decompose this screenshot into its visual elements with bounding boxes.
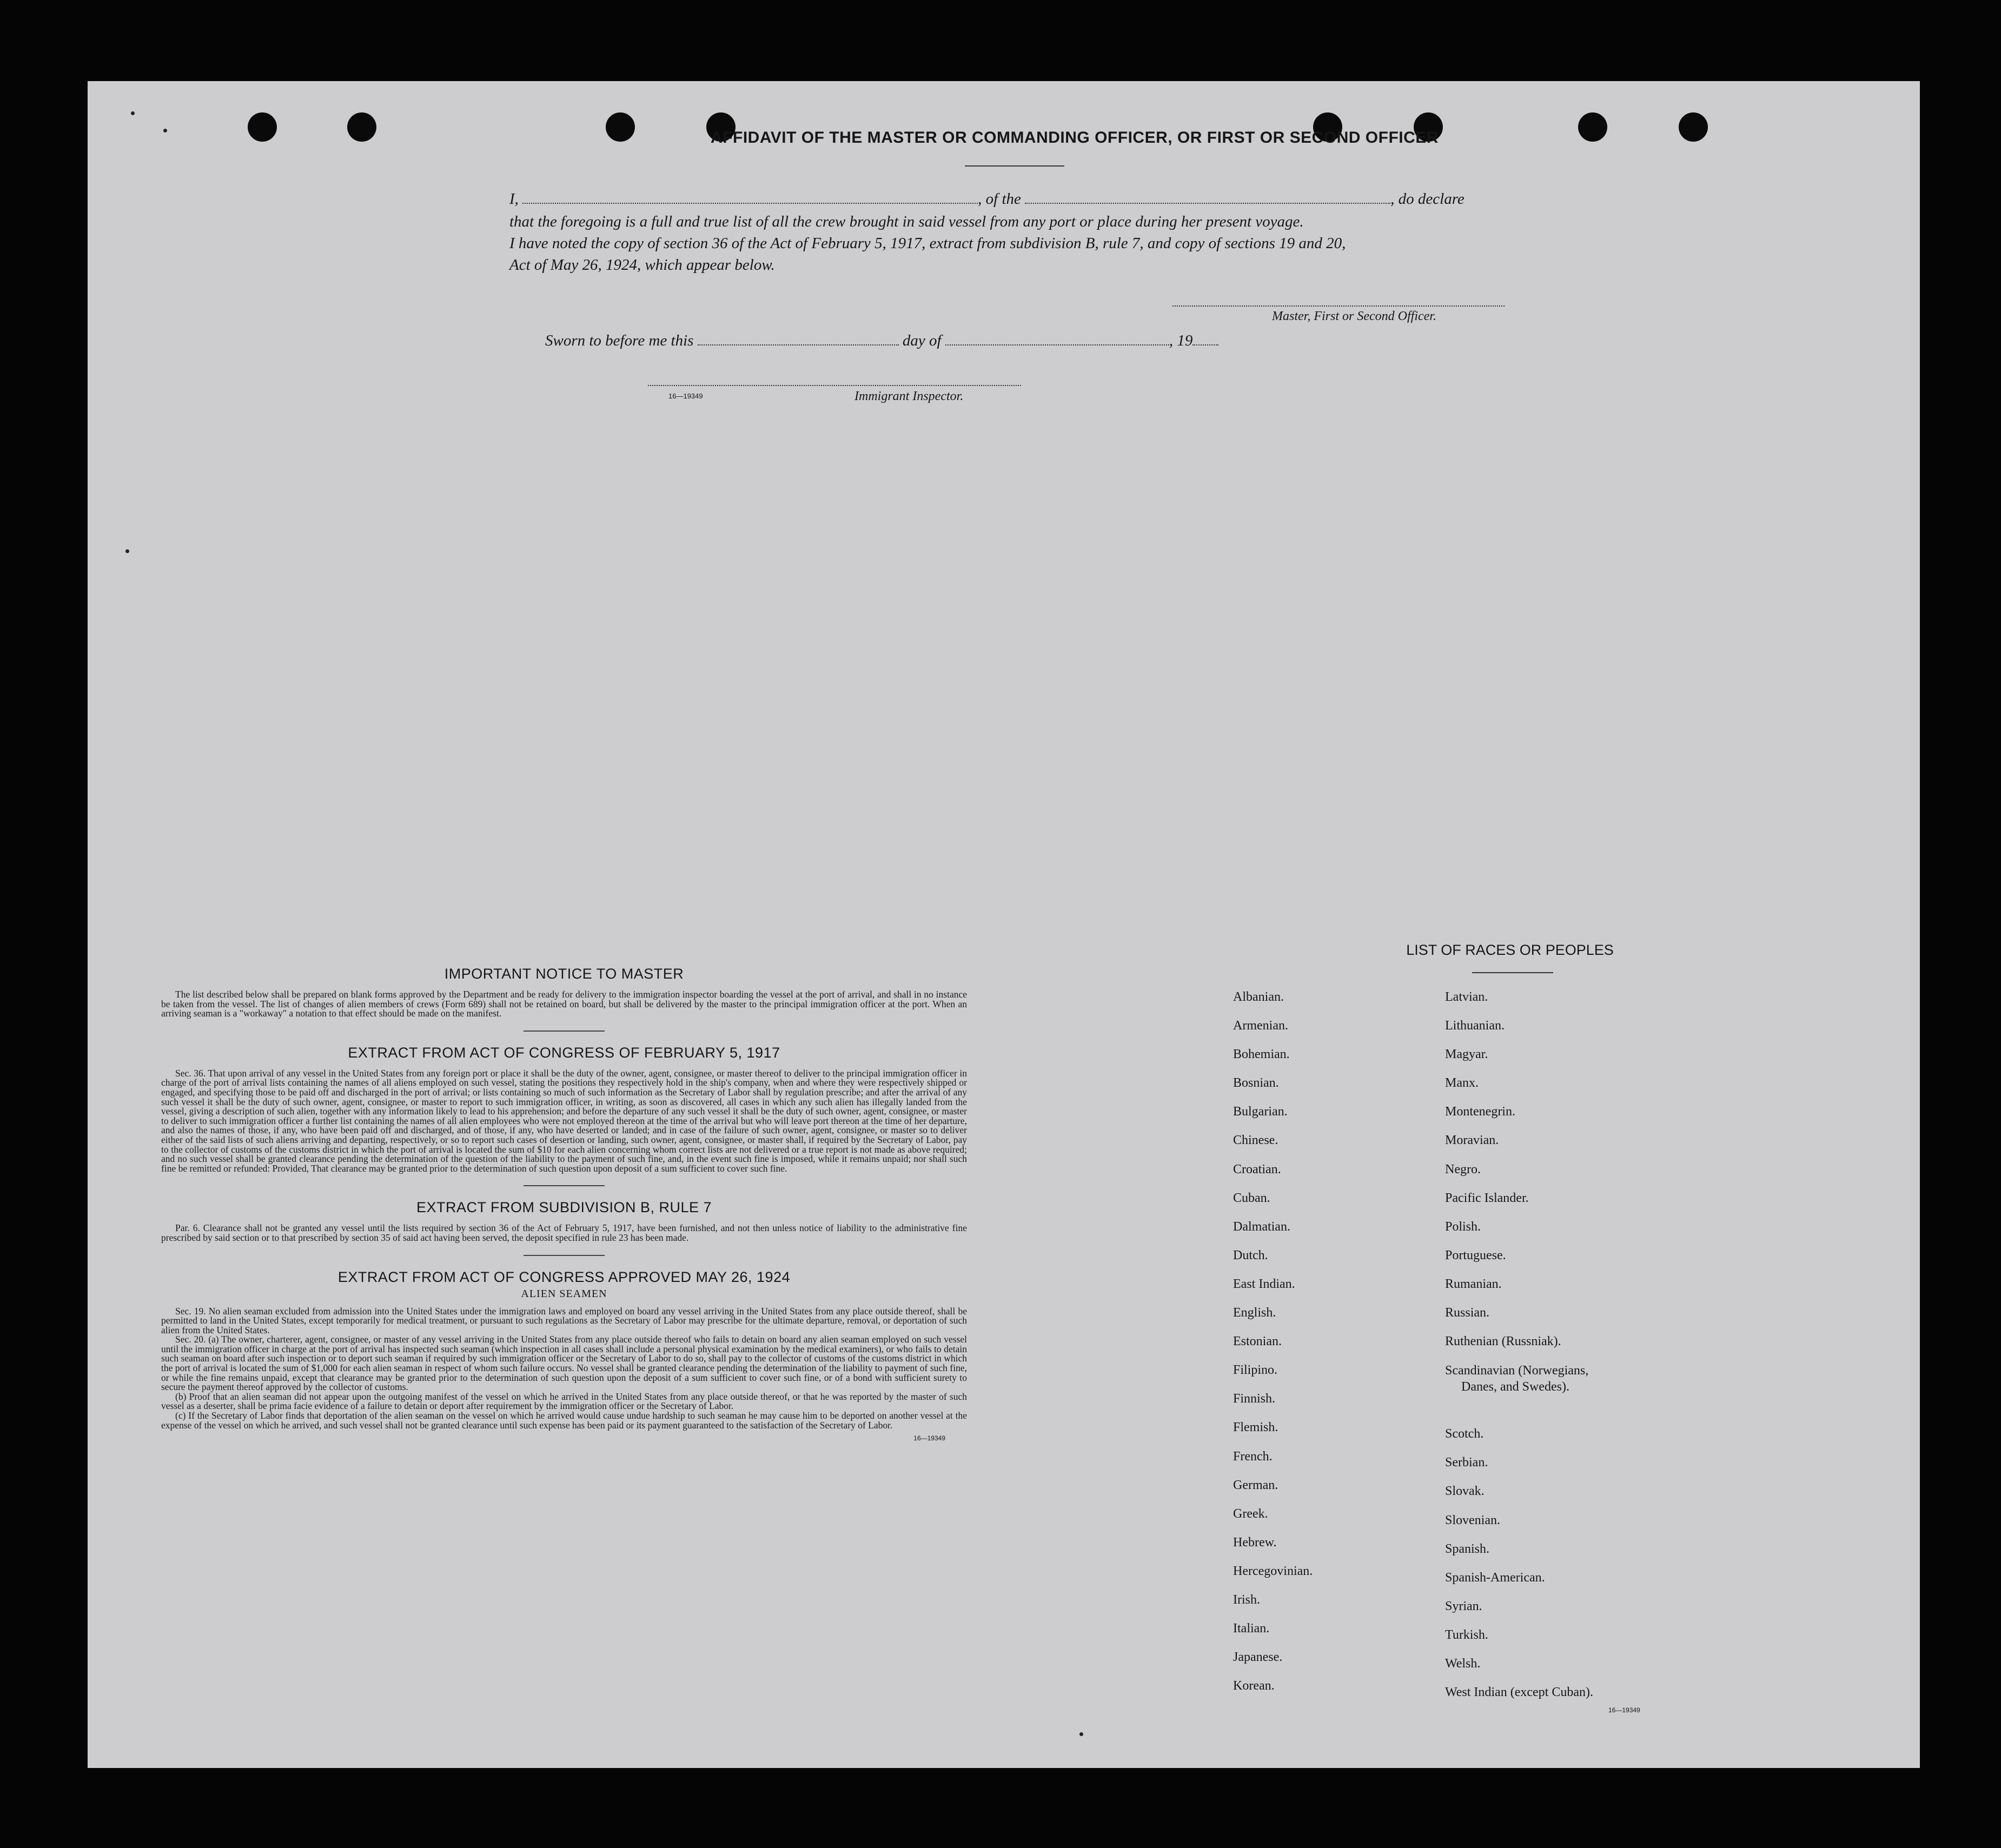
manifest-sheet (88, 81, 1920, 1768)
race-item: Armenian. (1233, 1019, 1288, 1033)
affidavit-title: AFFIDAVIT OF THE MASTER OR COMMANDING OFFICER, OR FIRST OR SECOND OFFICER (711, 129, 1439, 147)
race-item: Italian. (1233, 1621, 1270, 1636)
affidavit-line1-start: I, (509, 190, 519, 208)
race-item: Bosnian. (1233, 1076, 1279, 1091)
race-item: Scandinavian (Norwegians, (1445, 1364, 1589, 1378)
sworn-start: Sworn to before me this (545, 332, 694, 349)
race-item: West Indian (except Cuban). (1445, 1685, 1593, 1700)
punch-hole (1578, 112, 1607, 142)
ink-speck (163, 129, 167, 132)
extract-1924-paragraph: (c) If the Secretary of Labor finds that deportation of the alien seaman on the vessel on which he arrived would cause undue hardship to such seaman he may cause him to be deported on another vessel at the expense of the vessel on which he arrived, and such vessel shall not be granted clearance until such expense has been paid or its payment guaranteed to the satisfaction of the Secretary of Labor. (161, 1410, 967, 1431)
extract-1924-paragraph: (b) Proof that an alien seaman did not appear upon the outgoing manifest of the vessel on which he arrived in the United States from any place outside thereof, or that he was reported by the master of such vessel as a deserter, shall be prima facie evidence of a failure to detain or deport after requirement by the immigration officer or the Secretary of Labor. (161, 1391, 967, 1412)
divider (965, 165, 1064, 167)
form-code: 16—19349 (1608, 1706, 1640, 1714)
extract-1924-paragraph: Sec. 20. (a) The owner, charterer, agent, consignee, or master of any vessel arriving in the United States from any place outside thereof who fails to detain on board any alien seaman employed on such vessel until the immigration officer in charge at the port of arrival has inspected such seaman (which inspection in all cases shall include a personal physical examination by the medical examiners), or who fails to detain such seaman on board after such inspection or to deport such seaman if required by such immigration officer or the Secretary of Labor to do so, shall pay to the collector of customs of the customs district in which the port of arrival is located the sum of $1,000 for each alien seaman in respect of whom such failure occurs. No vessel shall be granted clearance pending the determination of the liability to payment of such fine, or while the fine remains unpaid, except that clearance may be granted prior to the determination of such question upon the deposit of a sum sufficient to cover such fine, or of a bond with sufficient surety to secure the payment thereof approved by the collector of customs. (161, 1334, 967, 1393)
race-item: Montenegrin. (1445, 1105, 1515, 1119)
race-item: East Indian. (1233, 1277, 1295, 1291)
race-item: Polish. (1445, 1219, 1481, 1234)
sworn-mid: day of (902, 332, 942, 349)
name-blank (522, 191, 978, 204)
race-item: Serbian. (1445, 1455, 1488, 1470)
sworn-end: , 19 (1169, 332, 1193, 349)
form-code: 16—19349 (913, 1434, 945, 1442)
notice-text: The list described below shall be prepared on blank forms approved by the Department and be ready for delivery to the immigration inspector boarding the vessel at the port of arrival, and shall in no instance be taken from the vessel. The list of changes of alien members of crews (Form 689) shall not be retained on board, but shall be delivered by the master to the principal immigration officer at the port. When an arriving seaman is a "workaway" a notation to that effect should be made on the manifest. (161, 989, 967, 1019)
divider (524, 1255, 605, 1256)
races-column-2 (1445, 983, 1593, 1707)
race-item: Danes, and Swedes). (1461, 1380, 1569, 1394)
affidavit-line-1 (509, 190, 1515, 208)
extract-1924-paragraph: Sec. 19. No alien seaman excluded from admission into the United States under the immigration laws and employed on board any vessel arriving in the United States from any place outside thereof, shall be permitted to land in the United States, except temporarily for medical treatment, or pursuant to such regulations as the Secretary of Labor may prescribe for the ultimate departure, removal, or deportation of such alien from the United States. (161, 1305, 967, 1335)
race-item: German. (1233, 1478, 1278, 1492)
race-item: Flemish. (1233, 1420, 1278, 1435)
punch-hole (1679, 112, 1708, 142)
affidavit-line1-mid: , of the (978, 190, 1021, 208)
races-title: LIST OF RACES OR PEOPLES (1406, 942, 1614, 958)
race-item: Turkish. (1445, 1627, 1488, 1642)
punch-hole (248, 112, 277, 142)
race-item: Manx. (1445, 1076, 1479, 1091)
race-item: Hebrew. (1233, 1535, 1277, 1550)
race-item: Finnish. (1233, 1392, 1276, 1406)
race-item: Latvian. (1445, 990, 1488, 1004)
race-item: Magyar. (1445, 1047, 1488, 1062)
race-item: Lithuanian. (1445, 1019, 1505, 1033)
race-item: Spanish. (1445, 1541, 1490, 1556)
extract-1917-title: EXTRACT FROM ACT OF CONGRESS OF FEBRUARY 5, 1917 (348, 1044, 780, 1061)
race-item: Pacific Islander. (1445, 1191, 1529, 1205)
day-blank (698, 333, 899, 345)
race-item: Russian. (1445, 1306, 1490, 1320)
ink-speck (125, 549, 129, 553)
race-item: Rumanian. (1445, 1277, 1502, 1291)
ink-speck (131, 111, 135, 115)
race-item: Estonian. (1233, 1334, 1282, 1349)
race-item: Portuguese. (1445, 1248, 1506, 1262)
affidavit-line1-end: , do declare (1390, 190, 1465, 208)
race-item: Moravian. (1445, 1133, 1499, 1148)
race-item: Scotch. (1445, 1427, 1484, 1441)
month-blank (945, 333, 1169, 345)
divider (1472, 972, 1553, 973)
race-item: Filipino. (1233, 1363, 1278, 1378)
signature-label: Master, First or Second Officer. (1272, 309, 1436, 323)
race-item: French. (1233, 1449, 1273, 1464)
affidavit-line-4: Act of May 26, 1924, which appear below. (509, 256, 775, 274)
race-item: English. (1233, 1306, 1276, 1320)
extract-1917-text: Sec. 36. That upon arrival of any vessel in the United States from any foreign port or place it shall be the duty of the owner, agent, consignee, or master thereof to deliver to the principal immigration officer in charge of the port of arrival lists containing the names of all aliens employed on such vessel, stating the positions they respectively hold in the ship's company, when and where they were respectively shipped or engaged, and specifying those to be paid off and discharged in the port of arrival; or lists containing so much of such information as the Secretary of Labor shall by regulation prescribe; and after the arrival of any such vessel it shall be the duty of such owner, agent, consignee, or master to report to such immigration officer, in writing, as soon as discovered, all cases in which any such alien has illegally landed from the vessel, giving a description of such alien, together with any information likely to lead to his apprehension; and before the departure of any such vessel it shall be the duty of such owner, agent, consignee, or master to deliver to such immigration officer a further list containing the names of all alien employees who were not employed thereon at the time of the arrival but who will leave port thereon at the time of her departure, and also the names of those, if any, who have been paid off and discharged, and of those, if any, who have deserted or landed; and in case of the failure of such owner, agent, consignee, or master so to deliver either of the said lists of such aliens arriving and departing, respectively, or so to report such cases of desertion or landing, such owner, agent, consignee, or master shall, if required by the Secretary of Labor, pay to the collector of customs of the customs district in which the port of arrival is located the sum of $10 for each alien concerning whom correct lists are not delivered or a true report is not made as above required; and no such vessel shall be granted clearance pending the determination of the question of the liability to the payment of such fine, and, in the event such fine is imposed, while it remains unpaid; nor shall such fine be remitted or refunded: Provided, That clearance may be granted prior to the determination of such question upon deposit of a sum sufficient to cover such fine. (161, 1067, 967, 1174)
vessel-blank (1025, 191, 1390, 204)
race-item: Korean. (1233, 1679, 1275, 1693)
race-item: Slovenian. (1445, 1513, 1500, 1527)
form-code: 16—19349 (668, 392, 703, 400)
sworn-line (545, 332, 1218, 350)
race-item: Croatian. (1233, 1162, 1281, 1176)
notice-section (161, 966, 967, 1443)
race-item: Bohemian. (1233, 1047, 1290, 1062)
race-item: Syrian. (1445, 1599, 1482, 1613)
year-blank (1192, 333, 1218, 345)
race-item-multiline (1445, 1356, 1593, 1420)
race-item: Greek. (1233, 1506, 1268, 1521)
divider (524, 1185, 605, 1186)
races-column-1 (1233, 983, 1313, 1700)
punch-hole (347, 112, 376, 142)
affidavit-line-2: that the foregoing is a full and true list of all the crew brought in said vessel from any port or place during her present voyage. (509, 213, 1304, 230)
race-item: Slovak. (1445, 1484, 1485, 1499)
ink-speck (1079, 1732, 1083, 1736)
race-item: Dutch. (1233, 1248, 1268, 1262)
race-item: Cuban. (1233, 1191, 1270, 1205)
race-item: Negro. (1445, 1162, 1481, 1176)
extract-rule7-text: Par. 6. Clearance shall not be granted any vessel until the lists required by section 36 of the Act of February 5, 1917, have been furnished, and not then unless notice of liability to the administrative fine prescribed by said section or to that prescribed by section 35 of said act having been served, the deposit specified in rule 23 has been made. (161, 1222, 967, 1243)
race-item: Spanish-American. (1445, 1570, 1545, 1585)
affidavit-line-3: I have noted the copy of section 36 of the Act of February 5, 1917, extract from subdivision B, rule 7, and copy of sections 19 and 20, (509, 235, 1346, 252)
race-item: Chinese. (1233, 1133, 1278, 1148)
race-item: Welsh. (1445, 1656, 1481, 1671)
race-item: Dalmatian. (1233, 1219, 1290, 1234)
race-item: Japanese. (1233, 1650, 1283, 1665)
race-item: Irish. (1233, 1592, 1260, 1607)
inspector-line (648, 385, 1021, 386)
inspector-label: Immigrant Inspector. (854, 389, 964, 403)
race-item: Hercegovinian. (1233, 1564, 1313, 1578)
divider (524, 1031, 605, 1032)
race-item: Ruthenian (Russniak). (1445, 1334, 1561, 1349)
race-item: Bulgarian. (1233, 1105, 1288, 1119)
signature-line (1172, 305, 1505, 307)
extract-1924-subtitle: ALIEN SEAMEN (521, 1287, 607, 1300)
race-item: Albanian. (1233, 990, 1284, 1004)
notice-title: IMPORTANT NOTICE TO MASTER (444, 966, 684, 982)
extract-1924-title: EXTRACT FROM ACT OF CONGRESS APPROVED MAY 26, 1924 (337, 1268, 791, 1285)
extract-rule7-title: EXTRACT FROM SUBDIVISION B, RULE 7 (416, 1199, 712, 1216)
